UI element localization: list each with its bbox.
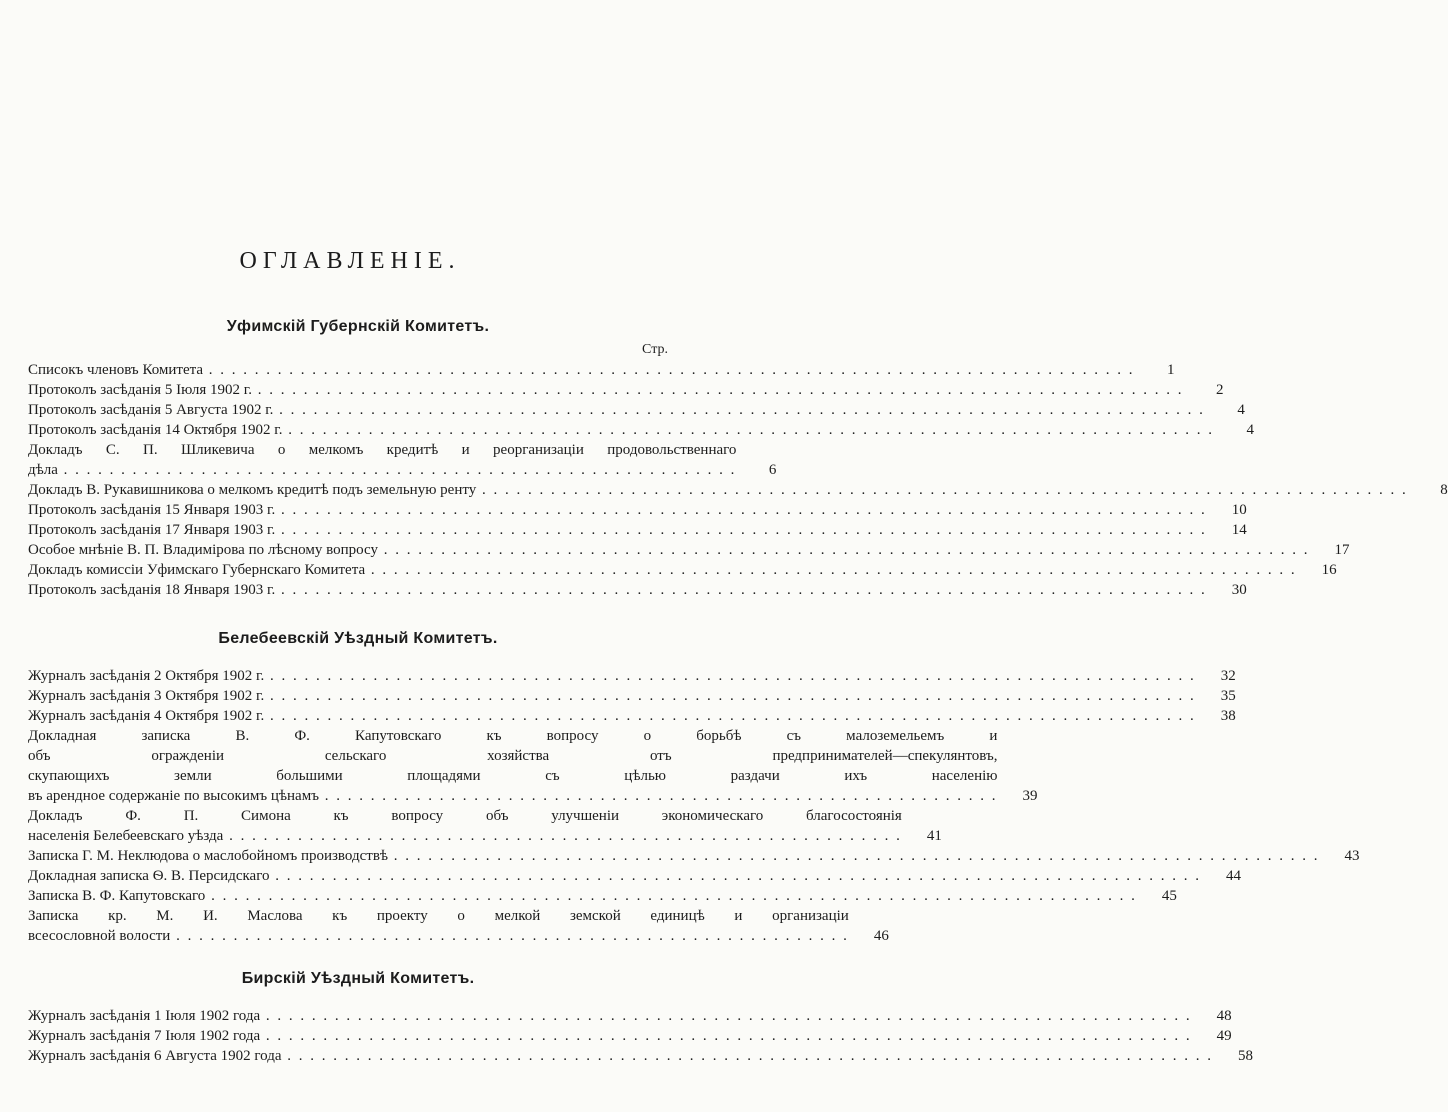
entry-title: Записка В. Ф. Капутовскаго . . .: [28, 886, 1137, 906]
entry-title: Докладъ В. Рукавишникова о мелкомъ кредитѣ подъ земельную ренту . . .: [28, 480, 1408, 500]
section-ufa-gubernia: [28, 318, 1448, 600]
page-title: ОГЛАВЛЕНІЕ.: [239, 248, 461, 274]
entry-page: 30: [1231, 582, 1247, 598]
entry-page: 1: [1167, 362, 1175, 378]
entry-page: 45: [1161, 888, 1177, 904]
entry-page: 10: [1231, 502, 1247, 518]
entry-title: Протоколъ засѣданія 18 Января 1903 г. . . .: [28, 580, 1207, 600]
toc-entry: [28, 726, 1038, 806]
entry-title: Списокъ членовъ Комитета . . .: [28, 360, 1135, 380]
entry-page: 38: [1220, 708, 1236, 724]
entry-title: Журналъ засѣданія 4 Октября 1902 г. . . .: [28, 706, 1196, 726]
entry-title: Журналъ засѣданія 1 Іюля 1902 года . . .: [28, 1006, 1192, 1026]
entry-title: Протоколъ засѣданія 17 Января 1903 г. . . .: [28, 520, 1207, 540]
entry-page: 44: [1226, 868, 1241, 884]
entry-title-line: Докладъ Ф. П. Симона къ вопросу объ улучшеніи экономическаго благосостоянія: [28, 808, 902, 824]
section-belebey-uezd: [28, 630, 1360, 946]
entry-page: 17: [1334, 542, 1350, 558]
entry-page: 14: [1231, 522, 1247, 538]
entry-title: Журналъ засѣданія 3 Октября 1902 г. . . .: [28, 686, 1196, 706]
entry-title: Особое мнѣніе В. П. Владимірова по лѣсному вопросу . . .: [28, 540, 1309, 560]
entry-title: Протоколъ засѣданія 5 Іюля 1902 г. . . .: [28, 380, 1184, 400]
entry-title-line: скупающихъ земли большими площадями съ цѣлью раздачи ихъ населенію: [28, 768, 998, 784]
toc-entry: [28, 906, 889, 946]
entry-page: 58: [1238, 1048, 1254, 1064]
entry-page: 48: [1216, 1008, 1232, 1024]
toc-entry: [28, 560, 1337, 580]
entry-title: Протоколъ засѣданія 14 Октября 1902 г. . . .: [28, 420, 1214, 440]
entry-title: Записка Г. М. Неклюдова о маслобойномъ производствѣ . . .: [28, 846, 1320, 866]
toc-entry: [28, 1046, 1254, 1066]
entry-page: 46: [873, 928, 889, 944]
toc-entry: [28, 480, 1448, 500]
entry-page: 4: [1246, 422, 1255, 438]
toc-entry: [28, 400, 1245, 420]
entry-page: 16: [1321, 562, 1337, 578]
entry-title-line: населенія Белебеевскаго уѣзда . . .: [28, 826, 902, 846]
entry-page: 32: [1220, 668, 1236, 684]
toc-entry: [28, 540, 1350, 560]
toc-entry: [28, 360, 1175, 380]
section-heading: Бирскій Уѣздный Комитетъ.: [241, 970, 475, 987]
toc-entry: [28, 520, 1247, 540]
entry-title-line: Докладъ С. П. Шликевича о мелкомъ кредитѣ и реорганизаціи продовольственнаго: [28, 442, 737, 458]
entry-title-line: дѣла . . .: [28, 460, 736, 480]
entry-title-line: Записка кр. М. И. Маслова къ проекту о мелкой земской единицѣ и организаціи: [28, 908, 849, 924]
toc-entry: [28, 1006, 1232, 1026]
section-heading: Уфимскій Губернскій Комитетъ.: [226, 318, 490, 335]
toc-entry: [28, 440, 777, 480]
entry-title: Докладъ комиссіи Уфимскаго Губернскаго Комитета . . .: [28, 560, 1297, 580]
entry-title: Журналъ засѣданія 2 Октября 1902 г. . . .: [28, 666, 1196, 686]
entry-page: 8: [1440, 482, 1448, 498]
entry-title: Докладная записка Ѳ. В. Персидскаго . . .: [28, 866, 1201, 886]
section-birsk-uezd: [28, 970, 1254, 1066]
toc-entry: [28, 420, 1255, 440]
entry-title: Протоколъ засѣданія 5 Августа 1902 г. . . .: [28, 400, 1205, 420]
entry-page: 35: [1220, 688, 1236, 704]
entry-page: 4: [1237, 402, 1245, 418]
toc-entry: [28, 686, 1236, 706]
toc-entry: [28, 380, 1224, 400]
entry-title: Протоколъ засѣданія 15 Января 1903 г. . . .: [28, 500, 1207, 520]
entry-page: 6: [768, 462, 777, 478]
toc-entry: [28, 580, 1247, 600]
toc-entry: [28, 866, 1241, 886]
toc-entry: [28, 886, 1177, 906]
entry-page: 41: [926, 828, 942, 844]
entry-title: Журналъ засѣданія 7 Іюля 1902 года . . .: [28, 1026, 1192, 1046]
toc-entry: [28, 1026, 1232, 1046]
entry-page: 49: [1216, 1028, 1232, 1044]
entry-title-line: въ арендное содержаніе по высокимъ цѣнамъ . . .: [28, 786, 997, 806]
entry-page: 2: [1216, 382, 1224, 398]
toc-entry: [28, 846, 1360, 866]
entry-title-line: всесословной волости . . .: [28, 926, 849, 946]
section-heading: Белебеевскій Уѣздный Комитетъ.: [218, 630, 498, 647]
entry-page: 43: [1344, 848, 1360, 864]
entry-title: Журналъ засѣданія 6 Августа 1902 года . . .: [28, 1046, 1213, 1066]
toc-entry: [28, 806, 942, 846]
toc-entry: [28, 666, 1236, 686]
page-column-label: Стр.: [642, 342, 668, 357]
entry-title-line: Докладная записка В. Ф. Капутовскаго къ вопросу о борьбѣ съ малоземельемъ и: [28, 728, 998, 744]
toc-entry: [28, 500, 1247, 520]
entry-title-line: объ огражденіи сельскаго хозяйства отъ предпринимателей—спекулянтовъ,: [28, 748, 998, 764]
entry-page: 39: [1022, 788, 1038, 804]
toc-entry: [28, 706, 1236, 726]
